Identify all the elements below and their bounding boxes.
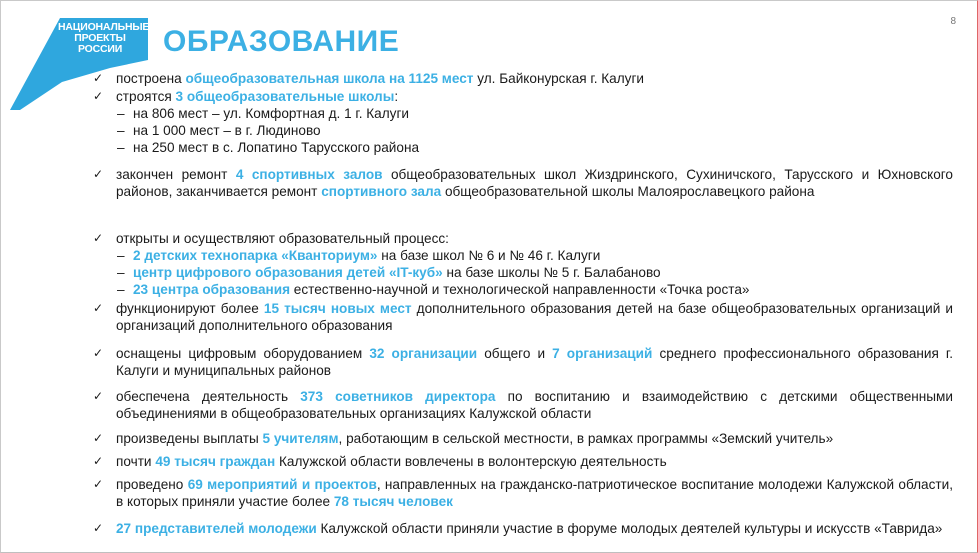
body-text: оснащены цифровым оборудованием — [116, 346, 370, 361]
body-text: на базе школ № 6 и № 46 г. Калуги — [377, 248, 601, 263]
body-text: , работающим в сельской местности, в рамках программы «Земский учитель» — [338, 431, 834, 446]
body-text: функционируют более — [116, 301, 264, 316]
body-text: на 1 000 мест – в г. Людиново — [133, 123, 321, 138]
logo-line-2: ПРОЕКТЫ — [74, 32, 126, 44]
list-item — [93, 88, 953, 156]
list-item-text — [116, 230, 953, 247]
list-item — [93, 430, 953, 447]
body-text: среднего профессионального образования г. Калуги и муниципальных районов — [116, 346, 953, 378]
list-item — [93, 70, 953, 87]
highlighted-text: общеобразовательная школа на 1125 мест — [185, 71, 474, 86]
highlighted-text: 32 организации — [369, 346, 478, 361]
body-text: строятся — [116, 89, 176, 104]
sub-list-item — [117, 281, 953, 298]
logo-line-3: РОССИИ — [77, 43, 123, 55]
highlighted-text: спортивного зала — [321, 184, 442, 199]
list-item-text — [116, 453, 953, 470]
page-number: 8 — [950, 16, 956, 27]
list-item — [93, 300, 953, 334]
list-item — [93, 520, 953, 537]
body-text: обеспечена деятельность — [116, 389, 301, 404]
list-item-text — [116, 520, 953, 537]
body-text: Калужской области приняли участие в форуме молодых деятелей культуры и искусств «Таврида» — [316, 521, 943, 536]
dash-bullet: – — [117, 140, 125, 155]
list-item — [93, 345, 953, 379]
check-mark-icon: ✓ — [93, 454, 104, 468]
body-text: на базе школы № 5 г. Балабаново — [442, 265, 661, 280]
logo-text — [58, 21, 150, 55]
check-mark-icon: ✓ — [93, 431, 104, 445]
body-text: открыты и осуществляют образовательный процесс: — [116, 231, 449, 246]
body-text: почти — [116, 454, 156, 469]
body-text: общего и — [477, 346, 553, 361]
list-item-text — [116, 70, 953, 87]
body-text: общеобразовательных школ Жиздринского, Сухиничского, Тарусского и Юхновского районов, заканчивается ремонт — [116, 167, 953, 199]
body-text: на 250 мест в с. Лопатино Тарусского района — [133, 140, 420, 155]
highlighted-text: 373 советников директора — [300, 389, 496, 404]
list-item — [93, 230, 953, 298]
highlighted-text: 2 детских технопарка «Кванториум» — [133, 248, 378, 263]
list-item-text — [116, 88, 953, 105]
sub-list-item — [117, 105, 953, 122]
highlighted-text: 78 тысяч человек — [333, 494, 453, 509]
body-text: , направленных на гражданско-патриотическое воспитание молодежи Калужской области, в которых приняли участие более — [116, 477, 954, 509]
sub-list-item — [117, 139, 953, 156]
highlighted-text: 27 представителей молодежи — [116, 521, 317, 536]
page-title: ОБРАЗОВАНИЕ — [163, 25, 400, 58]
list-item — [93, 166, 953, 200]
list-item-text — [116, 345, 953, 379]
body-text: естественно-научной и технологической направленности «Точка роста» — [290, 282, 750, 297]
dash-bullet: – — [117, 248, 125, 263]
highlighted-text: 5 учителям — [262, 431, 339, 446]
highlighted-text: центр цифрового образования детей «IT-куб» — [133, 265, 443, 280]
body-text: на 806 мест – ул. Комфортная д. 1 г. Калуги — [133, 106, 410, 121]
body-text: произведены выплаты — [116, 431, 263, 446]
sub-list-item — [117, 247, 953, 264]
check-mark-icon: ✓ — [93, 89, 104, 103]
dash-bullet: – — [117, 106, 125, 121]
highlighted-text: 7 организаций — [552, 346, 653, 361]
dash-bullet: – — [117, 282, 125, 297]
body-text: дополнительного образования детей на базе общеобразовательных организаций и организаций дополнительного образования — [116, 301, 953, 333]
body-text: построена — [116, 71, 186, 86]
body-text: общеобразовательной школы Малоярославецкого района — [441, 184, 815, 199]
logo-line-1: НАЦИОНАЛЬНЫЕ — [58, 21, 150, 33]
list-item-text — [116, 476, 953, 510]
highlighted-text: 23 центра образования — [133, 282, 291, 297]
highlighted-text: 3 общеобразовательные школы — [175, 89, 395, 104]
highlighted-text: 4 спортивных залов — [235, 167, 383, 182]
list-item-text — [116, 166, 953, 200]
list-item-text — [116, 388, 953, 422]
dash-bullet: – — [117, 123, 125, 138]
check-mark-icon: ✓ — [93, 346, 104, 360]
highlighted-text: 69 мероприятий и проектов — [187, 477, 377, 492]
body-text: Калужской области вовлечены в волонтерскую деятельность — [275, 454, 667, 469]
sub-list-item — [117, 264, 953, 281]
body-text: закончен ремонт — [116, 167, 236, 182]
list-item — [93, 388, 953, 422]
check-mark-icon: ✓ — [93, 521, 104, 535]
check-mark-icon: ✓ — [93, 389, 104, 403]
body-text: по воспитанию и взаимодействию с детскими общественными объединениями в общеобразовательных организациях Калужской области — [116, 389, 953, 421]
list-item — [93, 476, 953, 510]
list-item-text — [116, 430, 953, 447]
check-mark-icon: ✓ — [93, 301, 104, 315]
check-mark-icon: ✓ — [93, 167, 104, 181]
check-mark-icon: ✓ — [93, 231, 104, 245]
check-mark-icon: ✓ — [93, 477, 104, 491]
list-item — [93, 453, 953, 470]
list-item-text — [116, 300, 953, 334]
sub-list-item — [117, 122, 953, 139]
body-text: проведено — [116, 477, 188, 492]
body-text: : — [394, 89, 399, 104]
highlighted-text: 49 тысяч граждан — [155, 454, 276, 469]
highlighted-text: 15 тысяч новых мест — [263, 301, 412, 316]
dash-bullet: – — [117, 265, 125, 280]
body-text: ул. Байконурская г. Калуги — [473, 71, 645, 86]
check-mark-icon: ✓ — [93, 71, 104, 85]
